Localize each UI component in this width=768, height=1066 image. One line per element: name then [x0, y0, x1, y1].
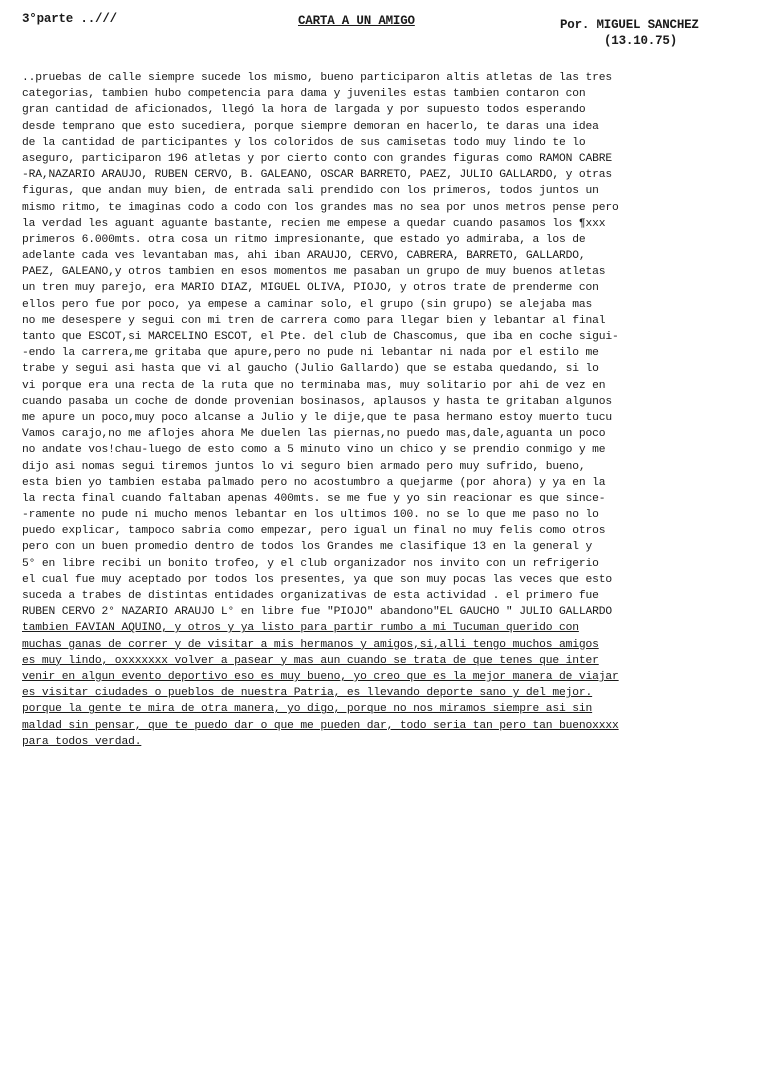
text-line: es muy lindo, oxxxxxxx volver a pasear y mas aun cuando se trata de que tenes que inter: [22, 654, 599, 667]
text-line: la verdad les aguant aguante bastante, recien me empese a quedar cuando pasamos los ¶xxx: [22, 217, 606, 230]
part-label: 3°parte ..///: [22, 12, 117, 26]
text-line: 5° en libre recibi un bonito trofeo, y el club organizador nos invito con un refrigerio: [22, 557, 599, 570]
text-line: trabe y segui asi hasta que vi al gaucho (Julio Gallardo) que se estaba quedando, si lo: [22, 363, 599, 376]
text-line: me apure un poco,muy poco alcanse a Julio y le dije,que te pasa hermano estoy muerto tucu: [22, 411, 613, 424]
author-line: Por. MIGUEL SANCHEZ: [560, 18, 699, 32]
text-line: gran cantidad de aficionados, llegó la hora de largada y por supuesto todos esperando: [22, 104, 586, 117]
text-line: figuras, que andan muy bien, de entrada sali prendido con los primeros, todos juntos un: [22, 185, 599, 198]
text-line: ellos pero fue por poco, ya empese a caminar solo, el grupo (sin grupo) se alejaba mas: [22, 298, 593, 311]
text-line: Vamos carajo,no me aflojes ahora Me duelen las piernas,no puedo mas,dale,aguanta un poco: [22, 428, 606, 441]
text-line: venir en algun evento deportivo eso es muy bueno, yo creo que es la mejor manera de viajar: [22, 670, 619, 683]
text-line: tambien FAVIAN AQUINO, y otros y ya listo para partir rumbo a mi Tucuman querido con: [22, 622, 579, 635]
text-line: dijo asi nomas segui tiremos juntos lo vi seguro bien armado pero muy sufrido, bueno,: [22, 460, 586, 473]
text-line: categorias, tambien hubo competencia para dama y juveniles estas tambien contaron con: [22, 88, 586, 101]
text-line: tanto que ESCOT,si MARCELINO ESCOT, el Pte. del club de Chascomus, que iba en coche sigui-: [22, 331, 619, 343]
text-line: aseguro, participaron 196 atletas y por cierto conto con grandes figuras como RAMON CABRE: [22, 152, 613, 165]
text-line: para todos verdad.: [22, 735, 142, 748]
text-line: un tren muy parejo, era MARIO DIAZ, MIGUEL OLIVA, PIOJO, y otros trate de prenderme con: [22, 282, 599, 295]
text-line: maldad sin pensar, que te puedo dar o que me pueden dar, todo seria tan pero tan buenoxxxx: [22, 719, 619, 732]
text-line: pero con un buen promedio dentro de todos los Grandes me clasifique 13 en la general y: [22, 541, 593, 554]
text-line: el cual fue muy aceptado por todos los presentes, ya que son muy pocas las veces que esto: [22, 573, 613, 586]
text-line: es visitar ciudades o pueblos de nuestra Patria, es llevando deporte sano y del mejor.: [22, 687, 593, 700]
text-line: puedo explicar, tampoco sabria como empezar, pero igual un final no muy felis como otros: [22, 525, 606, 538]
text-line: RUBEN CERVO 2° NAZARIO ARAUJO L° en libre fue "PIOJO" abandono"EL GAUCHO " JULIO GALLARDO: [22, 606, 613, 619]
text-line: mismo ritmo, te imaginas codo a codo con los grandes mas no sea por unos metros pense pero: [22, 201, 619, 214]
text-line: de la cantidad de participantes y los coloridos de sus camisetas todo muy lindo te lo: [22, 136, 586, 149]
text-line: -endo la carrera,me gritaba que apure,pero no pude ni lebantar ni nada por el estilo me: [22, 347, 599, 360]
text-line: la recta final cuando faltaban apenas 400mts. se me fue y yo sin reacionar es que since-: [22, 492, 606, 505]
text-line: adelante cada ves levantaban mas, ahi iban ARAUJO, CERVO, CABRERA, BARRETO, GALLARDO,: [22, 250, 586, 263]
text-line: PAEZ, GALEANO,y otros tambien en esos momentos me pasaban un grupo de muy buenos atletas: [22, 266, 606, 279]
letter-body: [22, 70, 746, 750]
text-line: porque la gente te mira de otra manera, yo digo, porque no nos miramos siempre asi sin: [22, 703, 593, 716]
text-line: ..pruebas de calle siempre sucede los mismo, bueno participaron altis atletas de las tres: [22, 72, 613, 84]
text-line: no me desespere y segui con mi tren de carrera como para llegar bien y lebantar al final: [22, 314, 606, 327]
text-line: cuando pasaba un coche de donde provenian bosinasos, aplausos y hasta te gritaban algunos: [22, 395, 613, 408]
text-line: desde temprano que esto sucediera, porque siempre demoran en hacerlo, te daras una idea: [22, 120, 599, 133]
text-line: suceda a trabes de distintas entidades organizativas de esta actividad . el primero fue: [22, 590, 599, 602]
letter-title: CARTA A UN AMIGO: [298, 14, 415, 28]
text-line: muchas ganas de correr y de visitar a mis hermanos y amigos,si,alli tengo muchos amigos: [22, 638, 599, 651]
text-line: -ramente no pude ni mucho menos lebantar en los ultimos 100. no se lo que me paso no lo: [22, 509, 599, 522]
text-line: -RA,NAZARIO ARAUJO, RUBEN CERVO, B. GALEANO, OSCAR BARRETO, PAEZ, JULIO GALLARDO, y otras: [22, 169, 613, 182]
text-line: esta bien yo tambien estaba palmado pero no acostumbro a quejarme (por ahora) y ya en la: [22, 476, 606, 489]
text-line: primeros 6.000mts. otra cosa un ritmo impresionante, que estado yo admiraba, a los de: [22, 233, 586, 246]
text-line: vi porque era una recta de la ruta que no terminaba mas, muy solitario por ahi de vez en: [22, 379, 606, 392]
date-line: (13.10.75): [604, 34, 678, 48]
text-line: no andate vos!chau-luego de esto como a 5 minuto vino un chico y se prendio conmigo y me: [22, 444, 606, 457]
